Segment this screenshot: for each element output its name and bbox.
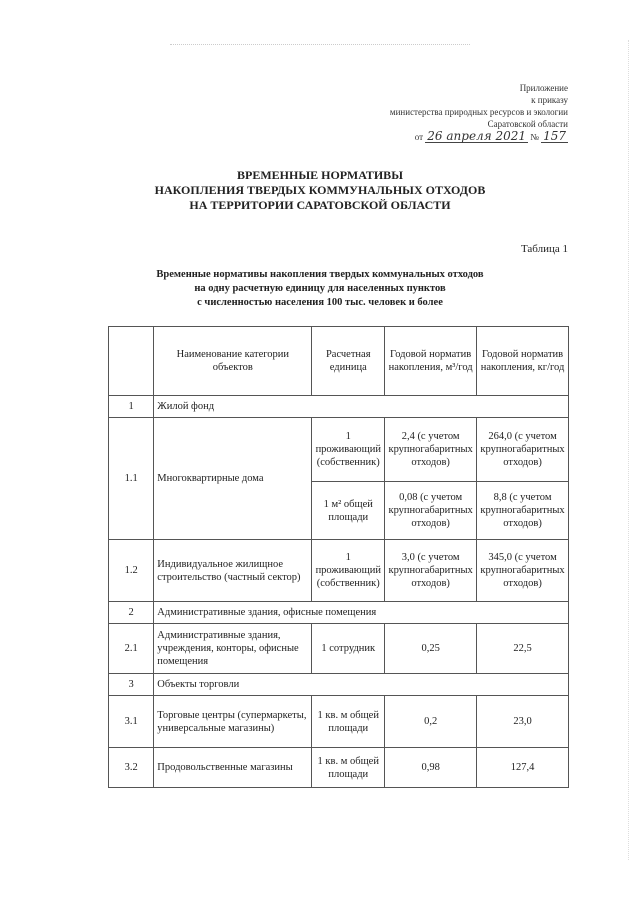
row-norm-m3: 0,2 [385,696,477,748]
header-num [109,327,154,396]
section-name: Административные здания, офисные помещения [154,602,569,624]
date-handwritten: 26 апреля 2021 [427,129,526,143]
table-row [109,748,569,788]
row-norm-kg: 8,8 (с учетом крупногабаритных отходов) [477,482,569,540]
row-norm-m3: 0,98 [385,748,477,788]
table-row [109,624,569,674]
section-num: 1 [109,396,154,418]
row-num: 2.1 [109,624,154,674]
table-title-line: с численностью населения 100 тыс. человек и более [197,297,443,308]
row-unit: 1 кв. м общей площади [312,748,385,788]
row-unit: 1 проживающий (собственник) [312,540,385,602]
appendix-block [308,82,568,143]
appendix-date-line [308,130,568,143]
row-num: 3.1 [109,696,154,748]
row-name: Индивидуальное жилищное строительство (частный сектор) [154,540,312,602]
row-norm-kg: 345,0 (с учетом крупногабаритных отходов) [477,540,569,602]
row-num: 1.1 [109,418,154,540]
row-unit: 1 кв. м общей площади [312,696,385,748]
scan-artifact-line [170,44,470,46]
table-title-line: Временные нормативы накопления твердых коммунальных отходов [156,269,484,280]
row-norm-m3: 2,4 (с учетом крупногабаритных отходов) [385,418,477,482]
appendix-line: министерства природных ресурсов и экологии [389,107,568,117]
section-num: 2 [109,602,154,624]
row-name: Продовольственные магазины [154,748,312,788]
table-row [109,540,569,602]
table-title [0,268,640,310]
row-unit: 1 м² общей площади [312,482,385,540]
header-name: Наименование категории объектов [154,327,312,396]
row-norm-kg: 22,5 [477,624,569,674]
appendix-line: Саратовской области [487,119,568,129]
row-name: Административные здания, учреждения, конторы, офисные помещения [154,624,312,674]
table-row [109,418,569,482]
scan-edge-line [628,40,630,860]
number-handwritten: 157 [543,129,566,143]
section-row [109,674,569,696]
number-prefix: № [530,132,539,142]
title-line: НАКОПЛЕНИЯ ТВЕРДЫХ КОММУНАЛЬНЫХ ОТХОДОВ [154,183,486,197]
section-row [109,602,569,624]
row-unit: 1 сотрудник [312,624,385,674]
appendix-line: Приложение [519,83,568,93]
document-title [0,168,640,213]
section-name: Жилой фонд [154,396,569,418]
section-name: Объекты торговли [154,674,569,696]
row-norm-m3: 0,08 (с учетом крупногабаритных отходов) [385,482,477,540]
appendix-line: к приказу [531,95,568,105]
header-unit: Расчетная единица [312,327,385,396]
row-norm-kg: 264,0 (с учетом крупногабаритных отходов) [477,418,569,482]
row-norm-kg: 23,0 [477,696,569,748]
table-number: Таблица 1 [520,243,568,255]
row-num: 3.2 [109,748,154,788]
section-num: 3 [109,674,154,696]
row-name: Торговые центры (супермаркеты, универсальные магазины) [154,696,312,748]
table-title-line: на одну расчетную единицу для населенных пунктов [194,283,446,294]
row-norm-kg: 127,4 [477,748,569,788]
section-row [109,396,569,418]
row-norm-m3: 3,0 (с учетом крупногабаритных отходов) [385,540,477,602]
row-num: 1.2 [109,540,154,602]
date-prefix: от [414,132,424,142]
title-line: ВРЕМЕННЫЕ НОРМАТИВЫ [237,168,403,182]
header-norm-m3: Годовой норматив накопления, м³/год [385,327,477,396]
row-norm-m3: 0,25 [385,624,477,674]
header-norm-kg: Годовой норматив накопления, кг/год [477,327,569,396]
table-row [109,696,569,748]
row-name: Многоквартирные дома [154,418,312,540]
title-line: НА ТЕРРИТОРИИ САРАТОВСКОЙ ОБЛАСТИ [189,198,451,212]
norms-table [108,326,569,788]
table-header-row [109,327,569,396]
row-unit: 1 проживающий (собственник) [312,418,385,482]
